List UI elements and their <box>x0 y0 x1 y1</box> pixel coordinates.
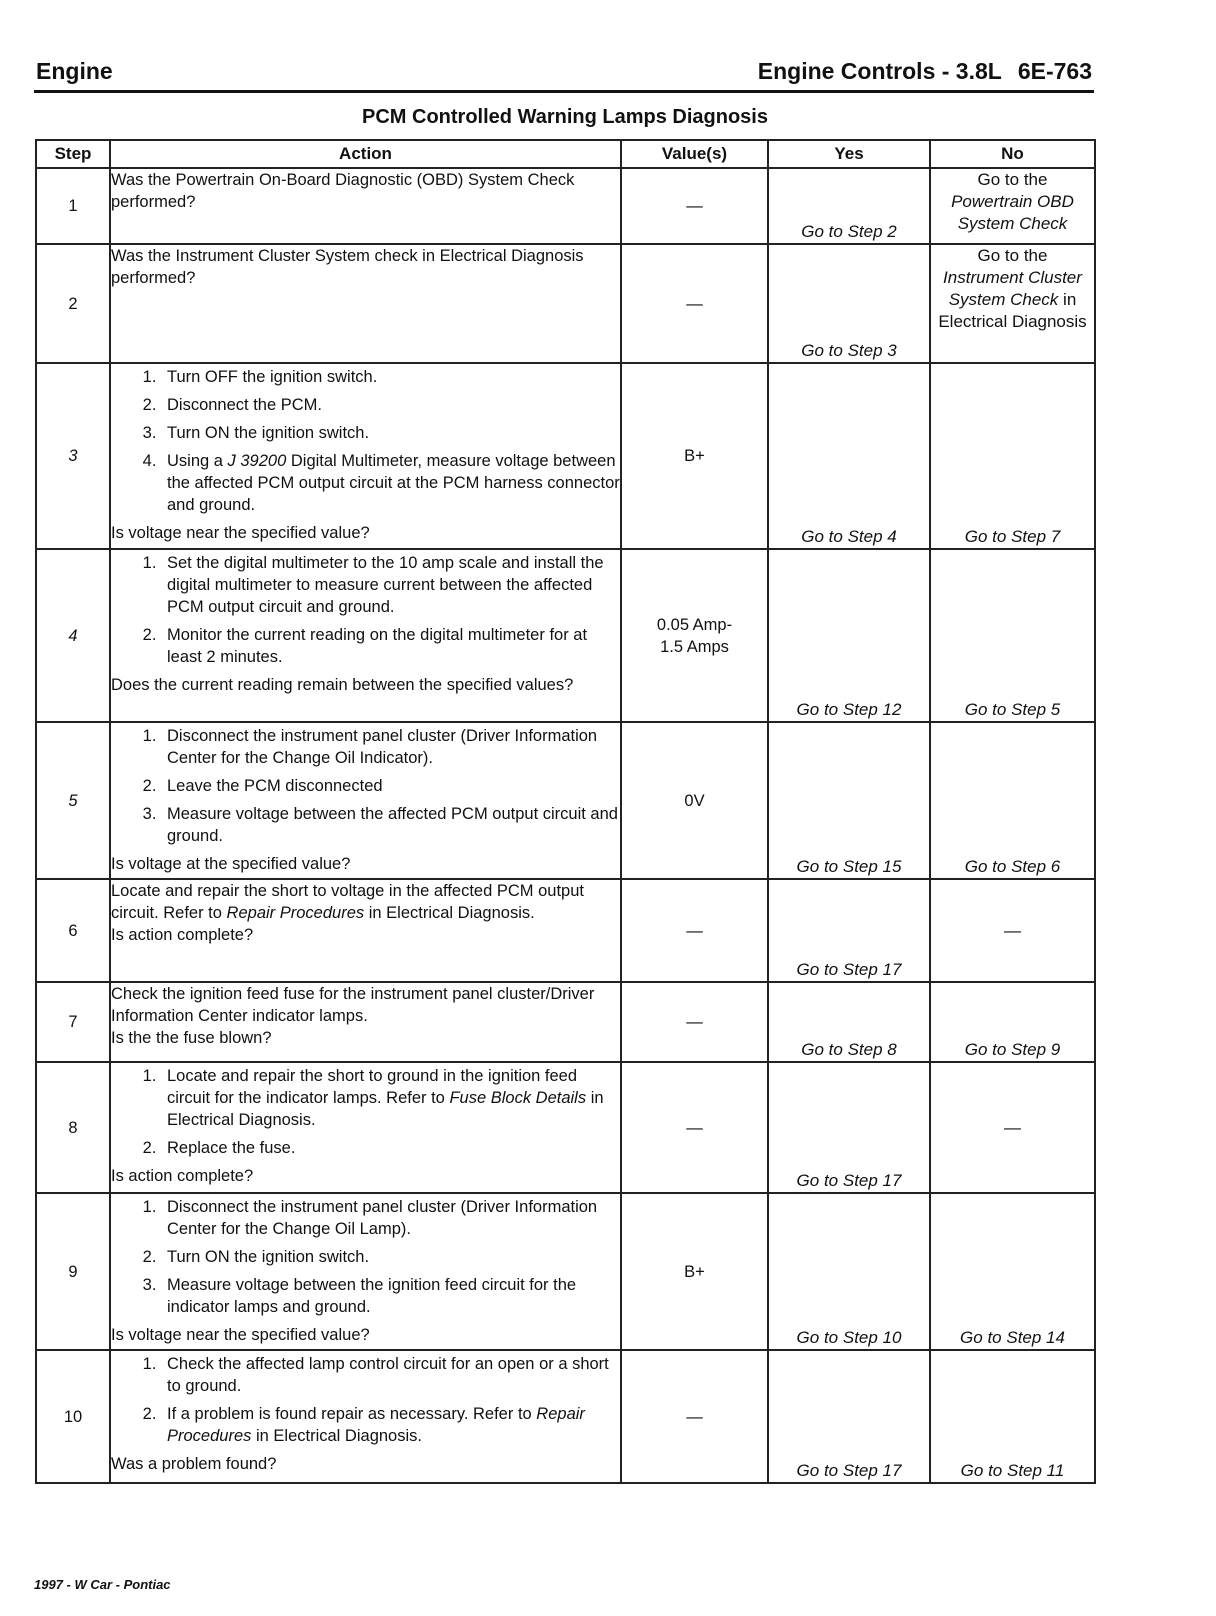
page-header <box>34 56 1094 93</box>
procedure-list <box>111 1065 620 1159</box>
yes-cell: Go to Step 17 <box>768 879 930 982</box>
column-header-values: Value(s) <box>621 140 768 168</box>
no-cell: Go to Step 7 <box>930 363 1095 549</box>
action-cell <box>110 1062 621 1193</box>
no-cell: Go to Step 6 <box>930 722 1095 879</box>
procedure-item: 1. Check the affected lamp control circuit for an open or a short to ground. <box>161 1353 620 1397</box>
tool-reference: J 39200 <box>227 452 287 470</box>
diagnosis-table <box>35 139 1096 1484</box>
table-row <box>36 1193 1095 1350</box>
action-text: Was the Powertrain On-Board Diagnostic (OBD) System Check performed? <box>110 168 621 244</box>
action-cell <box>110 1350 621 1483</box>
action-text: Was the Instrument Cluster System check in Electrical Diagnosis performed? <box>110 244 621 363</box>
manual-reference: Fuse Block Details <box>449 1089 587 1107</box>
item-text: in Electrical Diagnosis. <box>167 1089 604 1129</box>
procedure-list <box>111 725 620 847</box>
step-number: 8 <box>36 1062 110 1193</box>
procedure-item: 1. Turn OFF the ignition switch. <box>161 366 620 388</box>
no-cell <box>930 168 1095 244</box>
procedure-item: 1. Disconnect the instrument panel cluster (Driver Information Center for the Change Oil Lamp). <box>161 1196 620 1240</box>
no-cell <box>930 244 1095 363</box>
value-cell: — <box>621 1062 768 1193</box>
value-text: 1.5 Amps <box>660 637 729 656</box>
procedure-item <box>161 1403 620 1447</box>
chapter-heading <box>758 58 1092 85</box>
action-cell <box>110 363 621 549</box>
table-row <box>36 879 1095 982</box>
table-row <box>36 1350 1095 1483</box>
column-header-step: Step <box>36 140 110 168</box>
value-cell: — <box>621 244 768 363</box>
step-number: 6 <box>36 879 110 982</box>
no-cell: — <box>930 879 1095 982</box>
column-header-no: No <box>930 140 1095 168</box>
action-question: Is the the fuse blown? <box>111 1029 272 1047</box>
step-number: 2 <box>36 244 110 363</box>
no-cell: Go to Step 9 <box>930 982 1095 1062</box>
procedure-list <box>111 1196 620 1318</box>
table-header-row <box>36 140 1095 168</box>
step-number: 7 <box>36 982 110 1062</box>
procedure-list <box>111 366 620 516</box>
page-footer: 1997 - W Car - Pontiac <box>34 1577 171 1592</box>
item-text: Using a <box>167 452 223 470</box>
value-cell: — <box>621 879 768 982</box>
action-cell <box>110 982 621 1062</box>
page-number: 6E-763 <box>1017 58 1092 84</box>
yes-cell: Go to Step 10 <box>768 1193 930 1350</box>
action-question: Does the current reading remain between the specified values? <box>111 676 574 694</box>
table-row <box>36 1062 1095 1193</box>
procedure-item: 2. Replace the fuse. <box>161 1137 620 1159</box>
item-text: Locate and repair the short to ground in the ignition feed circuit for the indicator lamps. Refer to <box>167 1067 578 1107</box>
value-cell: — <box>621 1350 768 1483</box>
action-question: Is action complete? <box>111 1167 254 1185</box>
procedure-item: 1. Set the digital multimeter to the 10 amp scale and install the digital multimeter to measure current between the affected PCM output circuit and ground. <box>161 552 620 618</box>
column-header-action: Action <box>110 140 621 168</box>
table-row <box>36 168 1095 244</box>
manual-reference: Repair Procedures <box>226 904 365 922</box>
procedure-list <box>111 552 620 668</box>
section-title: Engine <box>36 58 113 84</box>
yes-cell: Go to Step 17 <box>768 1062 930 1193</box>
table-row <box>36 244 1095 363</box>
procedure-item: 3. Turn ON the ignition switch. <box>161 422 620 444</box>
procedure-item <box>161 450 620 516</box>
no-text-suffix: in Electrical Diagnosis <box>938 290 1087 331</box>
procedure-item: 2. Monitor the current reading on the digital multimeter for at least 2 minutes. <box>161 624 620 668</box>
procedure-item: 2. Disconnect the PCM. <box>161 394 620 416</box>
procedure-item <box>161 1065 620 1131</box>
no-cell: Go to Step 11 <box>930 1350 1095 1483</box>
yes-cell: Go to Step 8 <box>768 982 930 1062</box>
no-reference: Instrument Cluster System Check <box>943 268 1082 309</box>
action-question: Is voltage near the specified value? <box>111 524 370 542</box>
step-number: 3 <box>36 363 110 549</box>
yes-cell: Go to Step 2 <box>768 168 930 244</box>
action-text: Locate and repair the short to voltage in the affected PCM output circuit. Refer to <box>111 882 584 922</box>
value-text: 0.05 Amp- <box>656 615 733 634</box>
yes-cell: Go to Step 15 <box>768 722 930 879</box>
action-text: Check the ignition feed fuse for the instrument panel cluster/Driver Information Center indicator lamps. <box>111 985 595 1025</box>
item-text: in Electrical Diagnosis. <box>255 1427 422 1445</box>
item-text: If a problem is found repair as necessary. Refer to <box>167 1405 532 1423</box>
action-cell <box>110 879 621 982</box>
action-question: Is action complete? <box>111 926 254 944</box>
action-question: Was a problem found? <box>111 1455 277 1473</box>
no-cell: — <box>930 1062 1095 1193</box>
procedure-item: 3. Measure voltage between the affected PCM output circuit and ground. <box>161 803 620 847</box>
table-row <box>36 982 1095 1062</box>
value-cell <box>621 549 768 722</box>
value-cell: B+ <box>621 1193 768 1350</box>
procedure-list <box>111 1353 620 1447</box>
step-number: 9 <box>36 1193 110 1350</box>
no-text: Go to the <box>977 170 1048 189</box>
item-text: Digital Multimeter, measure voltage between the affected PCM output circuit at the PCM harness connector and ground. <box>167 452 620 514</box>
no-text: Go to the <box>977 246 1048 265</box>
procedure-item: 2. Leave the PCM disconnected <box>161 775 620 797</box>
value-cell: 0V <box>621 722 768 879</box>
procedure-item: 3. Measure voltage between the ignition feed circuit for the indicator lamps and ground. <box>161 1274 620 1318</box>
yes-cell: Go to Step 3 <box>768 244 930 363</box>
manual-reference: Repair Procedures <box>167 1405 585 1445</box>
procedure-item: 1. Disconnect the instrument panel cluster (Driver Information Center for the Change Oil Indicator). <box>161 725 620 769</box>
column-header-yes: Yes <box>768 140 930 168</box>
no-reference: Powertrain OBD System Check <box>951 192 1074 233</box>
action-question: Is voltage near the specified value? <box>111 1326 370 1344</box>
table-row <box>36 722 1095 879</box>
yes-cell: Go to Step 17 <box>768 1350 930 1483</box>
table-row <box>36 363 1095 549</box>
yes-cell: Go to Step 12 <box>768 549 930 722</box>
action-cell <box>110 549 621 722</box>
procedure-item: 2. Turn ON the ignition switch. <box>161 1246 620 1268</box>
chapter-title: Engine Controls - 3.8L <box>757 58 1002 84</box>
step-number: 1 <box>36 168 110 244</box>
yes-cell: Go to Step 4 <box>768 363 930 549</box>
no-cell: Go to Step 14 <box>930 1193 1095 1350</box>
step-number: 10 <box>36 1350 110 1483</box>
value-cell: — <box>621 982 768 1062</box>
action-question: Is voltage at the specified value? <box>111 855 351 873</box>
step-number: 4 <box>36 549 110 722</box>
step-number: 5 <box>36 722 110 879</box>
table-row <box>36 549 1095 722</box>
no-cell: Go to Step 5 <box>930 549 1095 722</box>
value-cell: — <box>621 168 768 244</box>
action-cell <box>110 722 621 879</box>
action-text: in Electrical Diagnosis. <box>368 904 535 922</box>
action-cell <box>110 1193 621 1350</box>
table-title: PCM Controlled Warning Lamps Diagnosis <box>362 106 768 128</box>
value-cell: B+ <box>621 363 768 549</box>
